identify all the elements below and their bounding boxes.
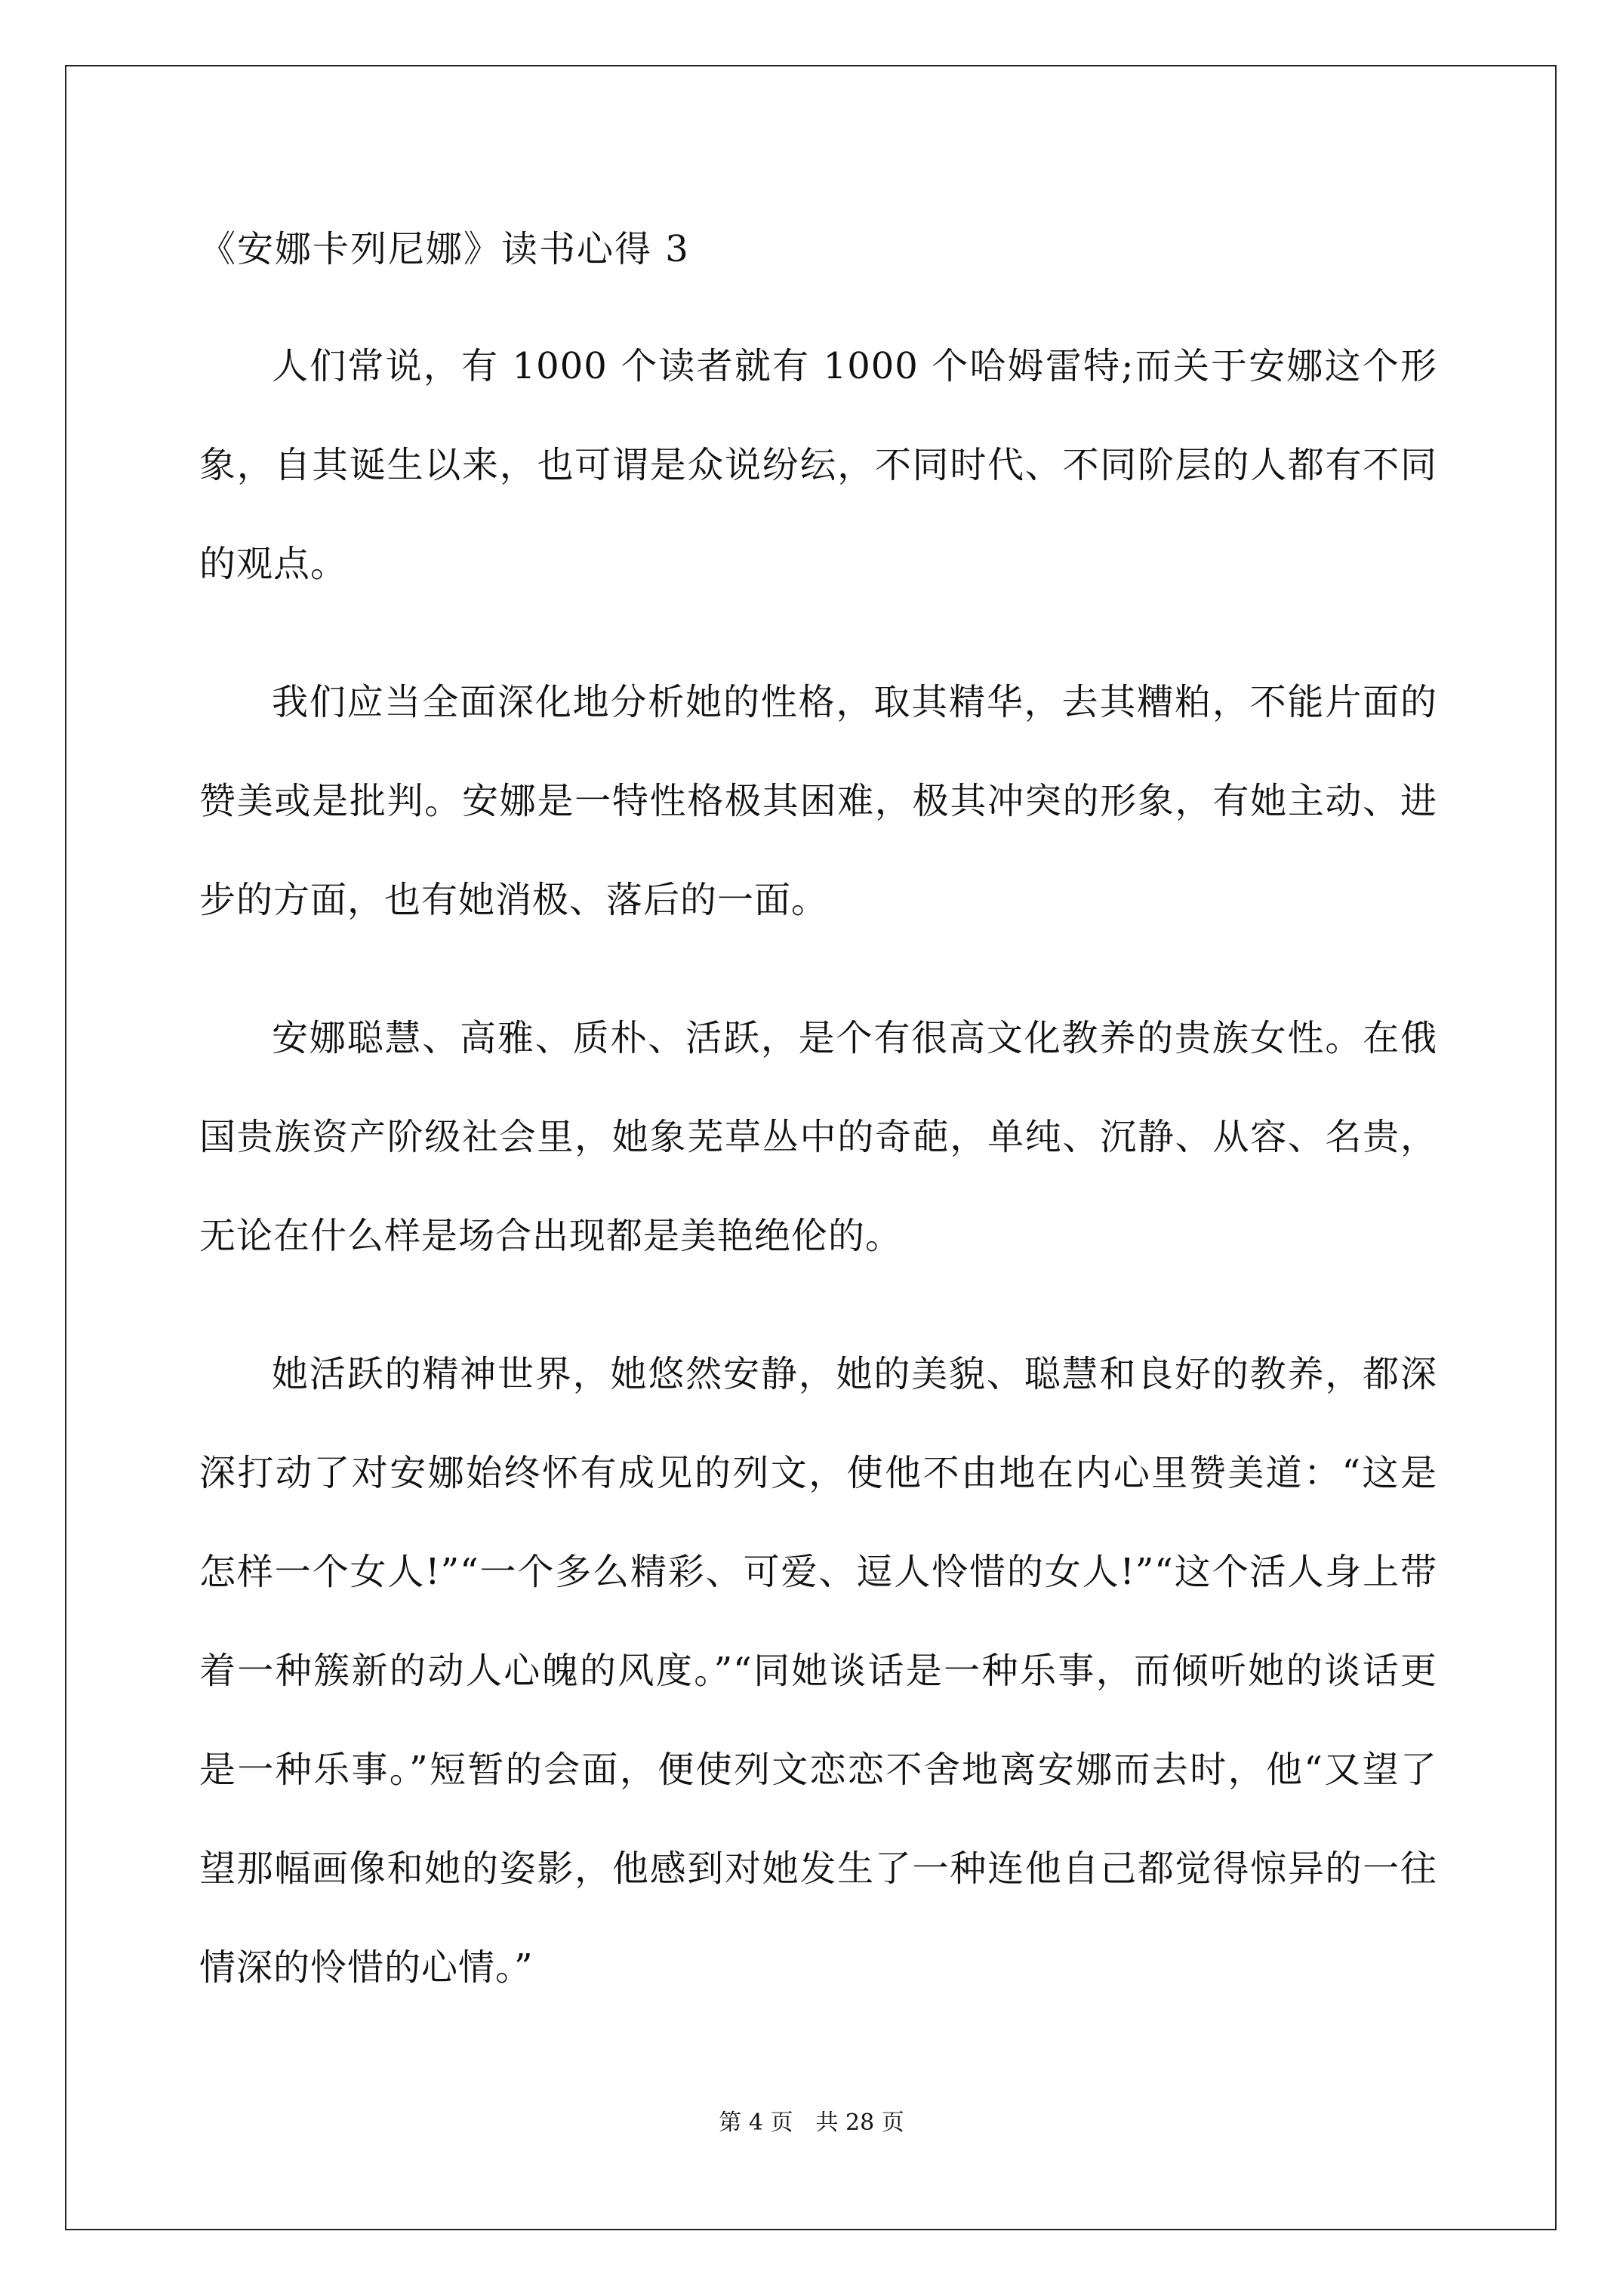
paragraph-1: 人们常说，有 1000 个读者就有 1000 个哈姆雷特;而关于安娜这个形象，自其诞生以来，也可谓是众说纷纭，不同时代、不同阶层的人都有不同的观点。 xyxy=(199,345,1437,585)
paragraph-2: 我们应当全面深化地分析她的性格，取其精华，去其糟粕，不能片面的赞美或是批判。安娜是一特性格极其困难，极其冲突的形象，有她主动、进步的方面，也有她消极、落后的一面。 xyxy=(199,681,1437,921)
document-title: 《安娜卡列尼娜》读书心得 3 xyxy=(199,228,690,270)
paragraph-4: 她活跃的精神世界，她悠然安静，她的美貌、聪慧和良好的教养，都深深打动了对安娜始终怀有成见的列文，使他不由地在内心里赞美道：“这是怎样一个女人!”“一个多么精彩、可爱、逗人怜惜的女人!”“这个活人身上带着一种簇新的动人心魄的风度。”“同她谈话是一种乐事，而倾听她的谈话更是一种乐事。”短暂的会面，便使列文恋恋不舍地离安娜而去时，他“又望了望那幅画像和她的姿影，他感到对她发生了一种连他自己都觉得惊异的一往情深的怜惜的心情。” xyxy=(199,1353,1437,1989)
paragraph-3: 安娜聪慧、高雅、质朴、活跃，是个有很高文化教养的贵族女性。在俄国贵族资产阶级社会里，她象芜草丛中的奇葩，单纯、沉静、从容、名贵，无论在什么样是场合出现都是美艳绝伦的。 xyxy=(199,1017,1437,1257)
document-body xyxy=(199,219,1437,2057)
page-number: 第 4 页 共 28 页 xyxy=(719,2110,904,2136)
